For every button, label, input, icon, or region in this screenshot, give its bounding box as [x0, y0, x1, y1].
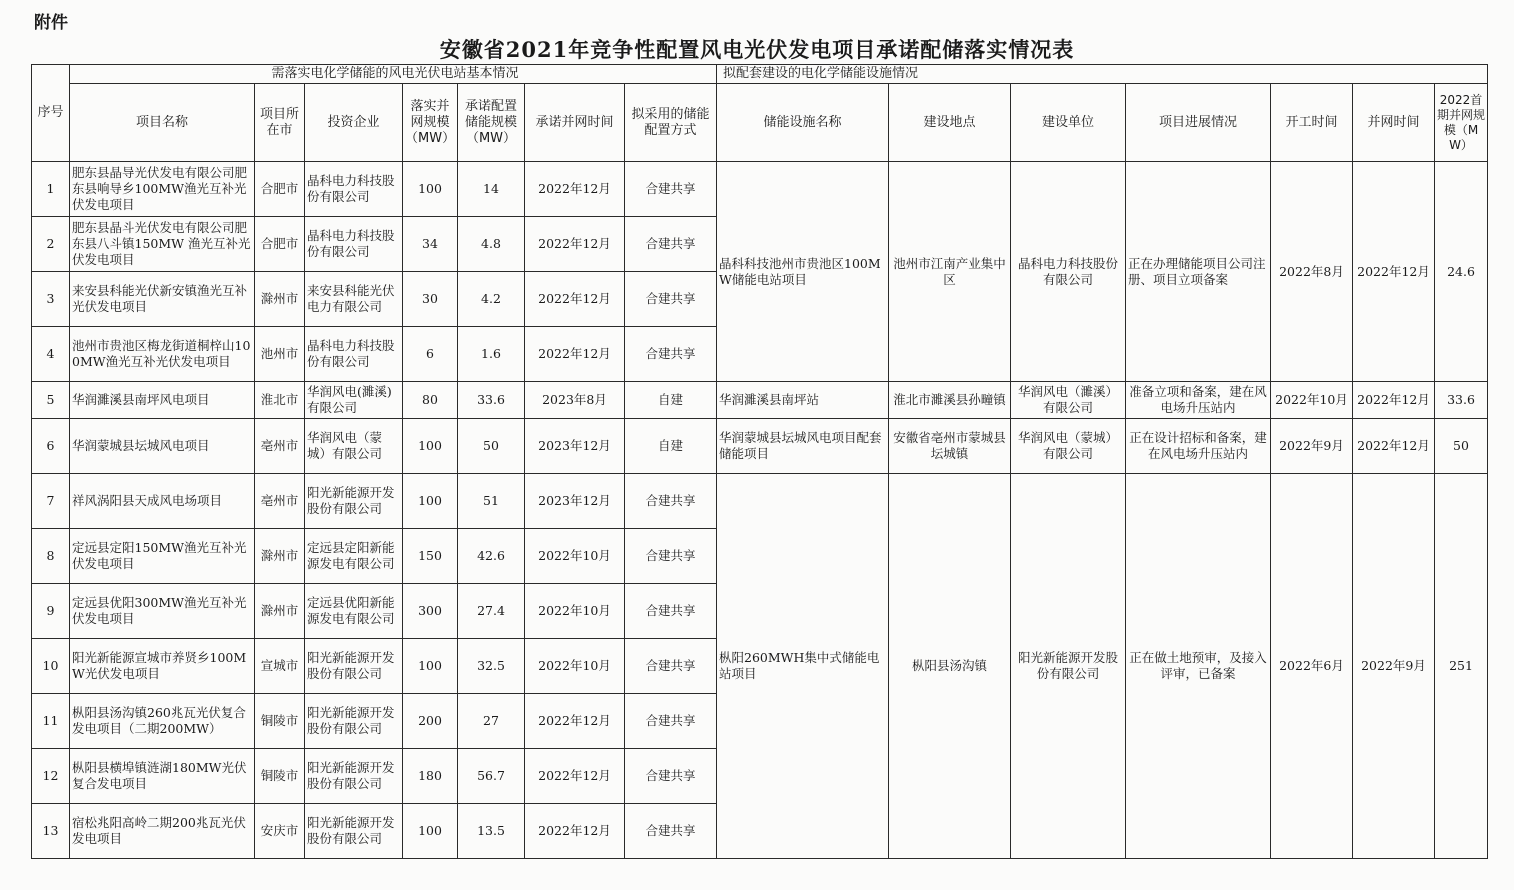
row-mode: 合建共享: [625, 474, 717, 529]
facility-location: 安徽省亳州市蒙城县坛城镇: [889, 419, 1011, 474]
facility-builder: 晶科电力科技股份有限公司: [1011, 162, 1126, 382]
row-time: 2022年12月: [525, 804, 625, 859]
row-storage: 14: [458, 162, 525, 217]
row-grid: 150: [403, 529, 458, 584]
row-grid: 180: [403, 749, 458, 804]
row-seq: 11: [32, 694, 70, 749]
row-seq: 12: [32, 749, 70, 804]
row-city: 亳州市: [255, 474, 305, 529]
row-time: 2022年12月: [525, 327, 625, 382]
header-first-scale: 2022首期并网规模（MW）: [1435, 84, 1488, 162]
row-investor: 阳光新能源开发股份有限公司: [305, 694, 403, 749]
facility-builder: 华润风电（蒙城）有限公司: [1011, 419, 1126, 474]
row-investor: 阳光新能源开发股份有限公司: [305, 639, 403, 694]
row-time: 2022年12月: [525, 217, 625, 272]
row-time: 2022年12月: [525, 162, 625, 217]
row-storage: 13.5: [458, 804, 525, 859]
row-investor: 晶科电力科技股份有限公司: [305, 162, 403, 217]
row-investor: 定远县优阳新能源发电有限公司: [305, 584, 403, 639]
facility-progress: 正在办理储能项目公司注册、项目立项备案: [1126, 162, 1271, 382]
row-storage: 27: [458, 694, 525, 749]
row-name: 定远县优阳300MW渔光互补光伏发电项目: [70, 584, 255, 639]
group-header-left: 需落实电化学储能的风电光伏电站基本情况: [70, 65, 717, 84]
row-time: 2022年10月: [525, 584, 625, 639]
row-mode: 合建共享: [625, 217, 717, 272]
row-time: 2022年12月: [525, 749, 625, 804]
row-city: 宣城市: [255, 639, 305, 694]
facility-scale: 24.6: [1435, 162, 1488, 382]
row-grid: 30: [403, 272, 458, 327]
facility-grid: 2022年9月: [1353, 474, 1435, 859]
facility-start: 2022年10月: [1271, 382, 1353, 419]
facility-builder: 阳光新能源开发股份有限公司: [1011, 474, 1126, 859]
row-storage: 4.2: [458, 272, 525, 327]
row-grid: 6: [403, 327, 458, 382]
facility-name: 华润濉溪县南坪站: [717, 382, 889, 419]
row-investor: 阳光新能源开发股份有限公司: [305, 749, 403, 804]
row-grid: 100: [403, 419, 458, 474]
header-facility: 储能设施名称: [717, 84, 889, 162]
row-seq: 10: [32, 639, 70, 694]
row-seq: 5: [32, 382, 70, 419]
row-mode: 合建共享: [625, 694, 717, 749]
row-seq: 4: [32, 327, 70, 382]
header-grid-time: 承诺并网时间: [525, 84, 625, 162]
facility-scale: 33.6: [1435, 382, 1488, 419]
row-grid: 100: [403, 162, 458, 217]
facility-start: 2022年9月: [1271, 419, 1353, 474]
row-city: 亳州市: [255, 419, 305, 474]
row-city: 安庆市: [255, 804, 305, 859]
facility-grid: 2022年12月: [1353, 382, 1435, 419]
facility-name: 枞阳260MWH集中式储能电站项目: [717, 474, 889, 859]
row-mode: 合建共享: [625, 804, 717, 859]
row-name: 来安县科能光伏新安镇渔光互补光伏发电项目: [70, 272, 255, 327]
row-seq: 3: [32, 272, 70, 327]
row-mode: 合建共享: [625, 162, 717, 217]
header-builder: 建设单位: [1011, 84, 1126, 162]
row-seq: 1: [32, 162, 70, 217]
row-investor: 华润风电(濉溪)有限公司: [305, 382, 403, 419]
row-time: 2022年10月: [525, 529, 625, 584]
row-investor: 晶科电力科技股份有限公司: [305, 327, 403, 382]
row-mode: 合建共享: [625, 529, 717, 584]
row-name: 华润濉溪县南坪风电项目: [70, 382, 255, 419]
row-time: 2022年12月: [525, 272, 625, 327]
row-name: 肥东县晶斗光伏发电有限公司肥东县八斗镇150MW 渔光互补光伏发电项目: [70, 217, 255, 272]
page-title: 安徽省2021年竞争性配置风电光伏发电项目承诺配储落实情况表: [439, 37, 1075, 62]
facility-location: 枞阳县汤沟镇: [889, 474, 1011, 859]
facility-start: 2022年8月: [1271, 162, 1353, 382]
row-time: 2022年10月: [525, 639, 625, 694]
facility-scale: 251: [1435, 474, 1488, 859]
row-city: 合肥市: [255, 217, 305, 272]
row-name: 阳光新能源宣城市养贤乡100MW光伏发电项目: [70, 639, 255, 694]
facility-progress: 准备立项和备案，建在风电场升压站内: [1126, 382, 1271, 419]
row-investor: 华润风电（蒙城）有限公司: [305, 419, 403, 474]
row-city: 池州市: [255, 327, 305, 382]
row-investor: 来安县科能光伏电力有限公司: [305, 272, 403, 327]
facility-progress: 正在做土地预审，及接入评审，已备案: [1126, 474, 1271, 859]
row-investor: 晶科电力科技股份有限公司: [305, 217, 403, 272]
row-city: 铜陵市: [255, 749, 305, 804]
row-storage: 4.8: [458, 217, 525, 272]
row-grid: 34: [403, 217, 458, 272]
row-storage: 32.5: [458, 639, 525, 694]
row-name: 枞阳县横埠镇涟湖180MW光伏复合发电项目: [70, 749, 255, 804]
row-grid: 100: [403, 639, 458, 694]
header-config-mode: 拟采用的储能配置方式: [625, 84, 717, 162]
row-storage: 51: [458, 474, 525, 529]
header-start: 开工时间: [1271, 84, 1353, 162]
row-name: 肥东县晶导光伏发电有限公司肥东县响导乡100MW渔光互补光伏发电项目: [70, 162, 255, 217]
facility-scale: 50: [1435, 419, 1488, 474]
header-investor: 投资企业: [305, 84, 403, 162]
facility-name: 华润蒙城县坛城风电项目配套储能项目: [717, 419, 889, 474]
header-grid-scale: 落实并网规模（MW）: [403, 84, 458, 162]
row-name: 枞阳县汤沟镇260兆瓦光伏复合发电项目（二期200MW）: [70, 694, 255, 749]
row-name: 祥风涡阳县天成风电场项目: [70, 474, 255, 529]
row-seq: 9: [32, 584, 70, 639]
row-time: 2023年8月: [525, 382, 625, 419]
row-grid: 300: [403, 584, 458, 639]
facility-start: 2022年6月: [1271, 474, 1353, 859]
row-time: 2023年12月: [525, 474, 625, 529]
row-mode: 合建共享: [625, 584, 717, 639]
header-name: 项目名称: [70, 84, 255, 162]
row-mode: 合建共享: [625, 327, 717, 382]
row-mode: 合建共享: [625, 639, 717, 694]
facility-location: 淮北市濉溪县孙疃镇: [889, 382, 1011, 419]
row-mode: 合建共享: [625, 749, 717, 804]
row-city: 淮北市: [255, 382, 305, 419]
row-investor: 定远县定阳新能源发电有限公司: [305, 529, 403, 584]
row-storage: 56.7: [458, 749, 525, 804]
row-time: 2022年12月: [525, 694, 625, 749]
header-progress: 项目进展情况: [1126, 84, 1271, 162]
row-storage: 50: [458, 419, 525, 474]
storage-table: [31, 64, 1488, 859]
row-grid: 100: [403, 804, 458, 859]
row-investor: 阳光新能源开发股份有限公司: [305, 474, 403, 529]
row-storage: 27.4: [458, 584, 525, 639]
facility-progress: 正在设计招标和备案，建在风电场升压站内: [1126, 419, 1271, 474]
facility-location: 池州市江南产业集中区: [889, 162, 1011, 382]
header-city: 项目所在市: [255, 84, 305, 162]
row-mode: 自建: [625, 382, 717, 419]
facility-grid: 2022年12月: [1353, 419, 1435, 474]
row-storage: 33.6: [458, 382, 525, 419]
header-storage-scale: 承诺配置储能规模（MW）: [458, 84, 525, 162]
row-city: 滁州市: [255, 529, 305, 584]
row-seq: 7: [32, 474, 70, 529]
header-seq: 序号: [32, 65, 70, 162]
row-time: 2023年12月: [525, 419, 625, 474]
row-city: 滁州市: [255, 272, 305, 327]
row-name: 宿松兆阳高岭二期200兆瓦光伏发电项目: [70, 804, 255, 859]
facility-name: 晶科科技池州市贵池区100MW储能电站项目: [717, 162, 889, 382]
row-seq: 13: [32, 804, 70, 859]
row-grid: 80: [403, 382, 458, 419]
row-seq: 2: [32, 217, 70, 272]
row-seq: 8: [32, 529, 70, 584]
row-name: 定远县定阳150MW渔光互补光伏发电项目: [70, 529, 255, 584]
row-name: 华润蒙城县坛城风电项目: [70, 419, 255, 474]
attachment-label: 附件: [34, 13, 68, 33]
row-grid: 100: [403, 474, 458, 529]
row-seq: 6: [32, 419, 70, 474]
header-location: 建设地点: [889, 84, 1011, 162]
row-name: 池州市贵池区梅龙街道桐梓山100MW渔光互补光伏发电项目: [70, 327, 255, 382]
row-storage: 1.6: [458, 327, 525, 382]
group-header-right: 拟配套建设的电化学储能设施情况: [717, 65, 1488, 84]
facility-builder: 华润风电（濉溪）有限公司: [1011, 382, 1126, 419]
row-mode: 合建共享: [625, 272, 717, 327]
row-city: 合肥市: [255, 162, 305, 217]
row-mode: 自建: [625, 419, 717, 474]
row-city: 滁州市: [255, 584, 305, 639]
row-storage: 42.6: [458, 529, 525, 584]
row-investor: 阳光新能源开发股份有限公司: [305, 804, 403, 859]
header-grid: 并网时间: [1353, 84, 1435, 162]
row-city: 铜陵市: [255, 694, 305, 749]
row-grid: 200: [403, 694, 458, 749]
facility-grid: 2022年12月: [1353, 162, 1435, 382]
